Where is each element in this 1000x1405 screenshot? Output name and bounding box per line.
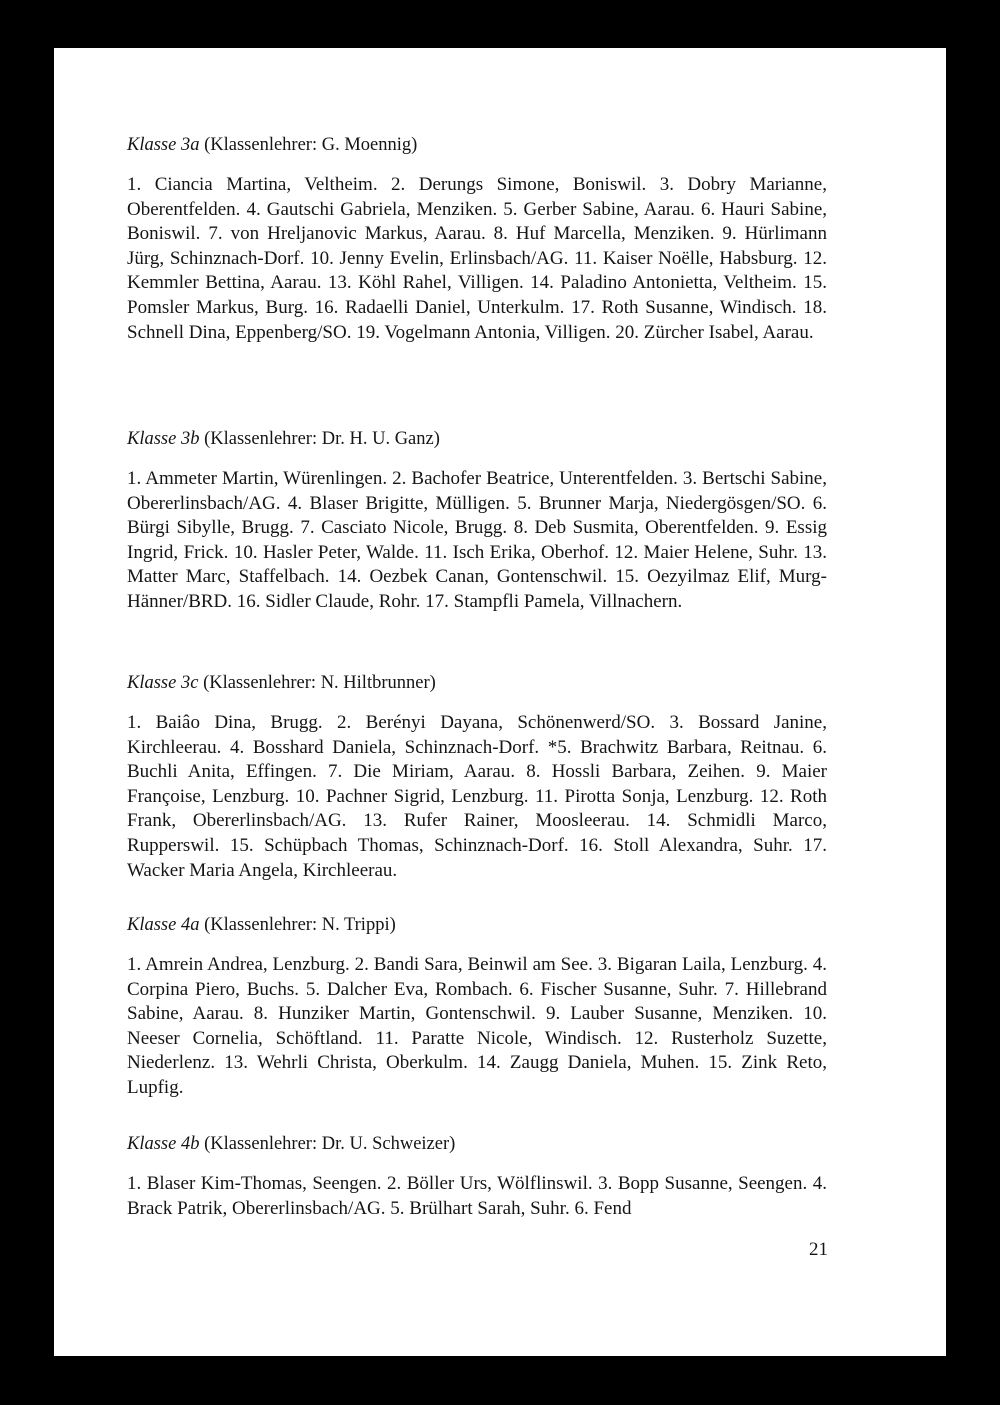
class-name: Klasse 3a: [127, 135, 200, 155]
class-teacher: (Klassenlehrer: Dr. H. U. Ganz): [204, 429, 440, 449]
class-teacher: (Klassenlehrer: N. Trippi): [204, 915, 396, 935]
student-list: 1. Baiâo Dina, Brugg. 2. Berényi Dayana, Schönenwerd/SO. 3. Bossard Janine, Kirchleerau. 4. Bosshard Daniela, Schinznach-Dorf. *5. Brachwitz Barbara, Reitnau. 6. Buchli Anita, Effingen. 7. Die Miriam, Aarau. 8. Hossli Barbara, Zeihen. 9. Maier Françoise, Lenzburg. 10. Pachner Sigrid, Lenzburg. 11. Pirotta Sonja, Lenzburg. 12. Roth Frank, Obererlinsbach/AG. 13. Rufer Rainer, Moosleerau. 14. Schmidli Marco, Rupperswil. 15. Schüpbach Thomas, Schinznach-Dorf. 16. Stoll Alexandra, Suhr. 17. Wacker Maria Angela, Kirchleerau.: [127, 712, 827, 881]
student-list: 1. Blaser Kim-Thomas, Seengen. 2. Böller Urs, Wölflinswil. 3. Bopp Susanne, Seengen. 4. Brack Patrik, Obererlinsbach/AG. 5. Brülhart Sarah, Suhr. 6. Fend: [127, 1173, 827, 1219]
class-name: Klasse 3b: [127, 429, 200, 449]
class-section-3b: [127, 427, 827, 615]
class-name: Klasse 4b: [127, 1134, 200, 1154]
class-teacher: (Klassenlehrer: G. Moennig): [204, 135, 418, 155]
class-heading: [127, 913, 827, 937]
class-heading: [127, 427, 827, 451]
class-section-3c: [127, 671, 827, 883]
page-number: 21: [809, 1239, 828, 1260]
class-heading: [127, 671, 827, 695]
class-section-4b: [127, 1132, 827, 1221]
class-name: Klasse 3c: [127, 673, 199, 693]
student-list: 1. Amrein Andrea, Lenzburg. 2. Bandi Sara, Beinwil am See. 3. Bigaran Laila, Lenzburg. 4. Corpina Piero, Buchs. 5. Dalcher Eva, Rombach. 6. Fischer Susanne, Suhr. 7. Hillebrand Sabine, Aarau. 8. Hunziker Martin, Gontenschwil. 9. Lauber Susanne, Menziken. 10. Neeser Cornelia, Schöftland. 11. Paratte Nicole, Windisch. 12. Rusterholz Suzette, Niederlenz. 13. Wehrli Christa, Oberkulm. 14. Zaugg Daniela, Muhen. 15. Zink Reto, Lupfig.: [127, 954, 827, 1098]
class-heading: [127, 1132, 827, 1156]
student-list: 1. Ciancia Martina, Veltheim. 2. Derungs Simone, Boniswil. 3. Dobry Marianne, Oberentfelden. 4. Gautschi Gabriela, Menziken. 5. Gerber Sabine, Aarau. 6. Hauri Sabine, Boniswil. 7. von Hreljanovic Markus, Aarau. 8. Huf Marcella, Menziken. 9. Hürlimann Jürg, Schinznach-Dorf. 10. Jenny Evelin, Erlinsbach/AG. 11. Kaiser Noëlle, Habsburg. 12. Kemmler Bettina, Aarau. 13. Köhl Rahel, Villigen. 14. Paladino Antonietta, Veltheim. 15. Pomsler Markus, Burg. 16. Radaelli Daniel, Unterkulm. 17. Roth Susanne, Windisch. 18. Schnell Dina, Eppenberg/SO. 19. Vogelmann Antonia, Villigen. 20. Zürcher Isabel, Aarau.: [127, 174, 827, 343]
class-section-4a: [127, 913, 827, 1101]
document-page: [54, 48, 946, 1356]
class-heading: [127, 133, 827, 157]
class-teacher: (Klassenlehrer: Dr. U. Schweizer): [204, 1134, 456, 1154]
student-list: 1. Ammeter Martin, Würenlingen. 2. Bachofer Beatrice, Unterentfelden. 3. Bertschi Sabine, Obererlinsbach/AG. 4. Blaser Brigitte, Mülligen. 5. Brunner Marja, Niedergösgen/SO. 6. Bürgi Sibylle, Brugg. 7. Casciato Nicole, Brugg. 8. Deb Susmita, Oberentfelden. 9. Essig Ingrid, Frick. 10. Hasler Peter, Walde. 11. Isch Erika, Oberhof. 12. Maier Helene, Suhr. 13. Matter Marc, Staffelbach. 14. Oezbek Canan, Gontenschwil. 15. Oezyilmaz Elif, Murg-Hänner/BRD. 16. Sidler Claude, Rohr. 17. Stampfli Pamela, Villnachern.: [127, 468, 827, 612]
class-teacher: (Klassenlehrer: N. Hiltbrunner): [203, 673, 436, 693]
class-name: Klasse 4a: [127, 915, 200, 935]
class-section-3a: [127, 133, 827, 345]
